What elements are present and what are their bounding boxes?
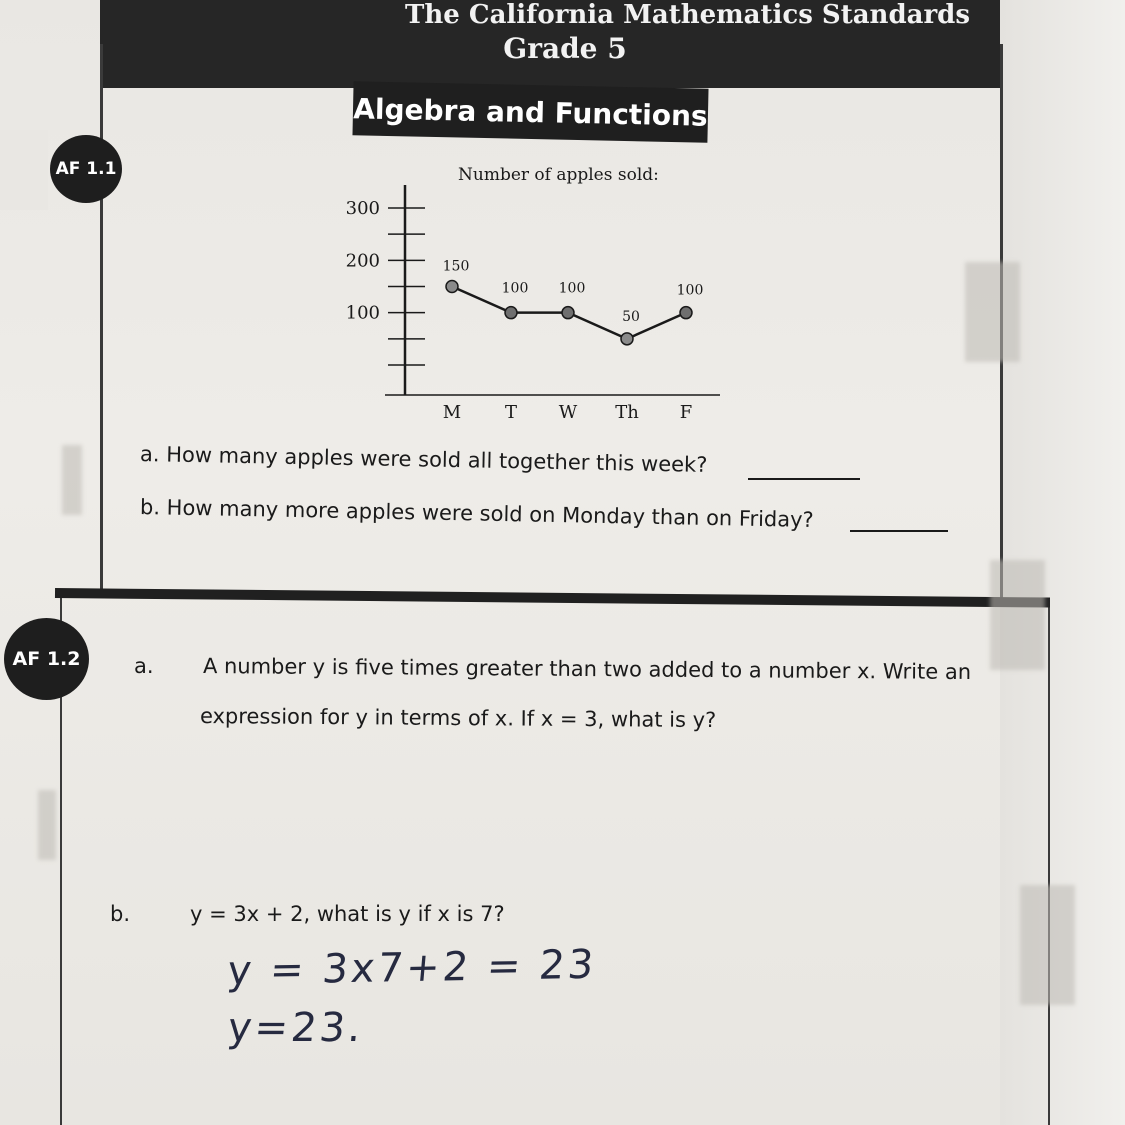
paper-smudge	[965, 262, 1020, 362]
header-title: The California Mathematics Standards	[405, 0, 970, 30]
part-a-label: a.	[134, 654, 154, 678]
y-tick-label: 300	[345, 198, 380, 219]
badge-mask	[0, 130, 48, 210]
y-tick-label: 100	[345, 302, 380, 324]
part-b-question: y = 3x + 2, what is y if x is 7?	[190, 902, 505, 926]
header-grade: Grade 5	[503, 32, 627, 65]
x-tick-label: T	[504, 402, 518, 423]
data-label: 100	[676, 282, 704, 299]
handwritten-work-line-1: y = 3x7+2 = 23	[225, 941, 599, 995]
part-a-question-line-1: A number y is five times greater than two added to a number x. Write an	[202, 654, 972, 685]
answer-blank-a[interactable]	[748, 478, 860, 480]
paper-smudge	[38, 790, 56, 860]
data-point	[562, 307, 574, 319]
data-point	[446, 281, 458, 293]
standard-badge-af-1-1: AF 1.1	[50, 135, 122, 203]
x-tick-label: M	[442, 402, 462, 423]
frame-border-right-lower	[1048, 600, 1050, 1125]
x-tick-label: F	[679, 402, 693, 423]
standard-badge-af-1-2: AF 1.2	[4, 618, 89, 700]
x-tick-label: Th	[615, 402, 639, 423]
paper-smudge	[62, 445, 82, 515]
part-b-label: b.	[110, 902, 131, 926]
x-tick-label: W	[558, 402, 578, 423]
data-point	[505, 307, 517, 319]
data-label: 150	[442, 258, 470, 275]
answer-blank-b[interactable]	[850, 530, 948, 532]
section-title: Algebra and Functions	[352, 81, 708, 142]
question-a-total-apples: a. How many apples were sold all together this week?	[139, 442, 708, 477]
data-point	[680, 307, 692, 319]
data-point	[621, 333, 633, 345]
chart-title: Number of apples sold:	[458, 165, 659, 185]
paper-smudge	[990, 560, 1045, 670]
frame-border-left	[100, 44, 103, 589]
handwritten-answer: y=23.	[225, 1005, 367, 1051]
apples-sold-line-chart	[330, 150, 750, 435]
paper-smudge	[1020, 885, 1075, 1005]
data-label: 100	[558, 280, 586, 297]
question-b-monday-vs-friday: b. How many more apples were sold on Monday than on Friday?	[139, 495, 814, 532]
y-tick-label: 200	[345, 250, 380, 272]
data-label: 50	[622, 308, 640, 325]
part-a-question-line-2: expression for y in terms of x. If x = 3, what is y?	[199, 704, 717, 733]
data-label: 100	[501, 280, 529, 297]
